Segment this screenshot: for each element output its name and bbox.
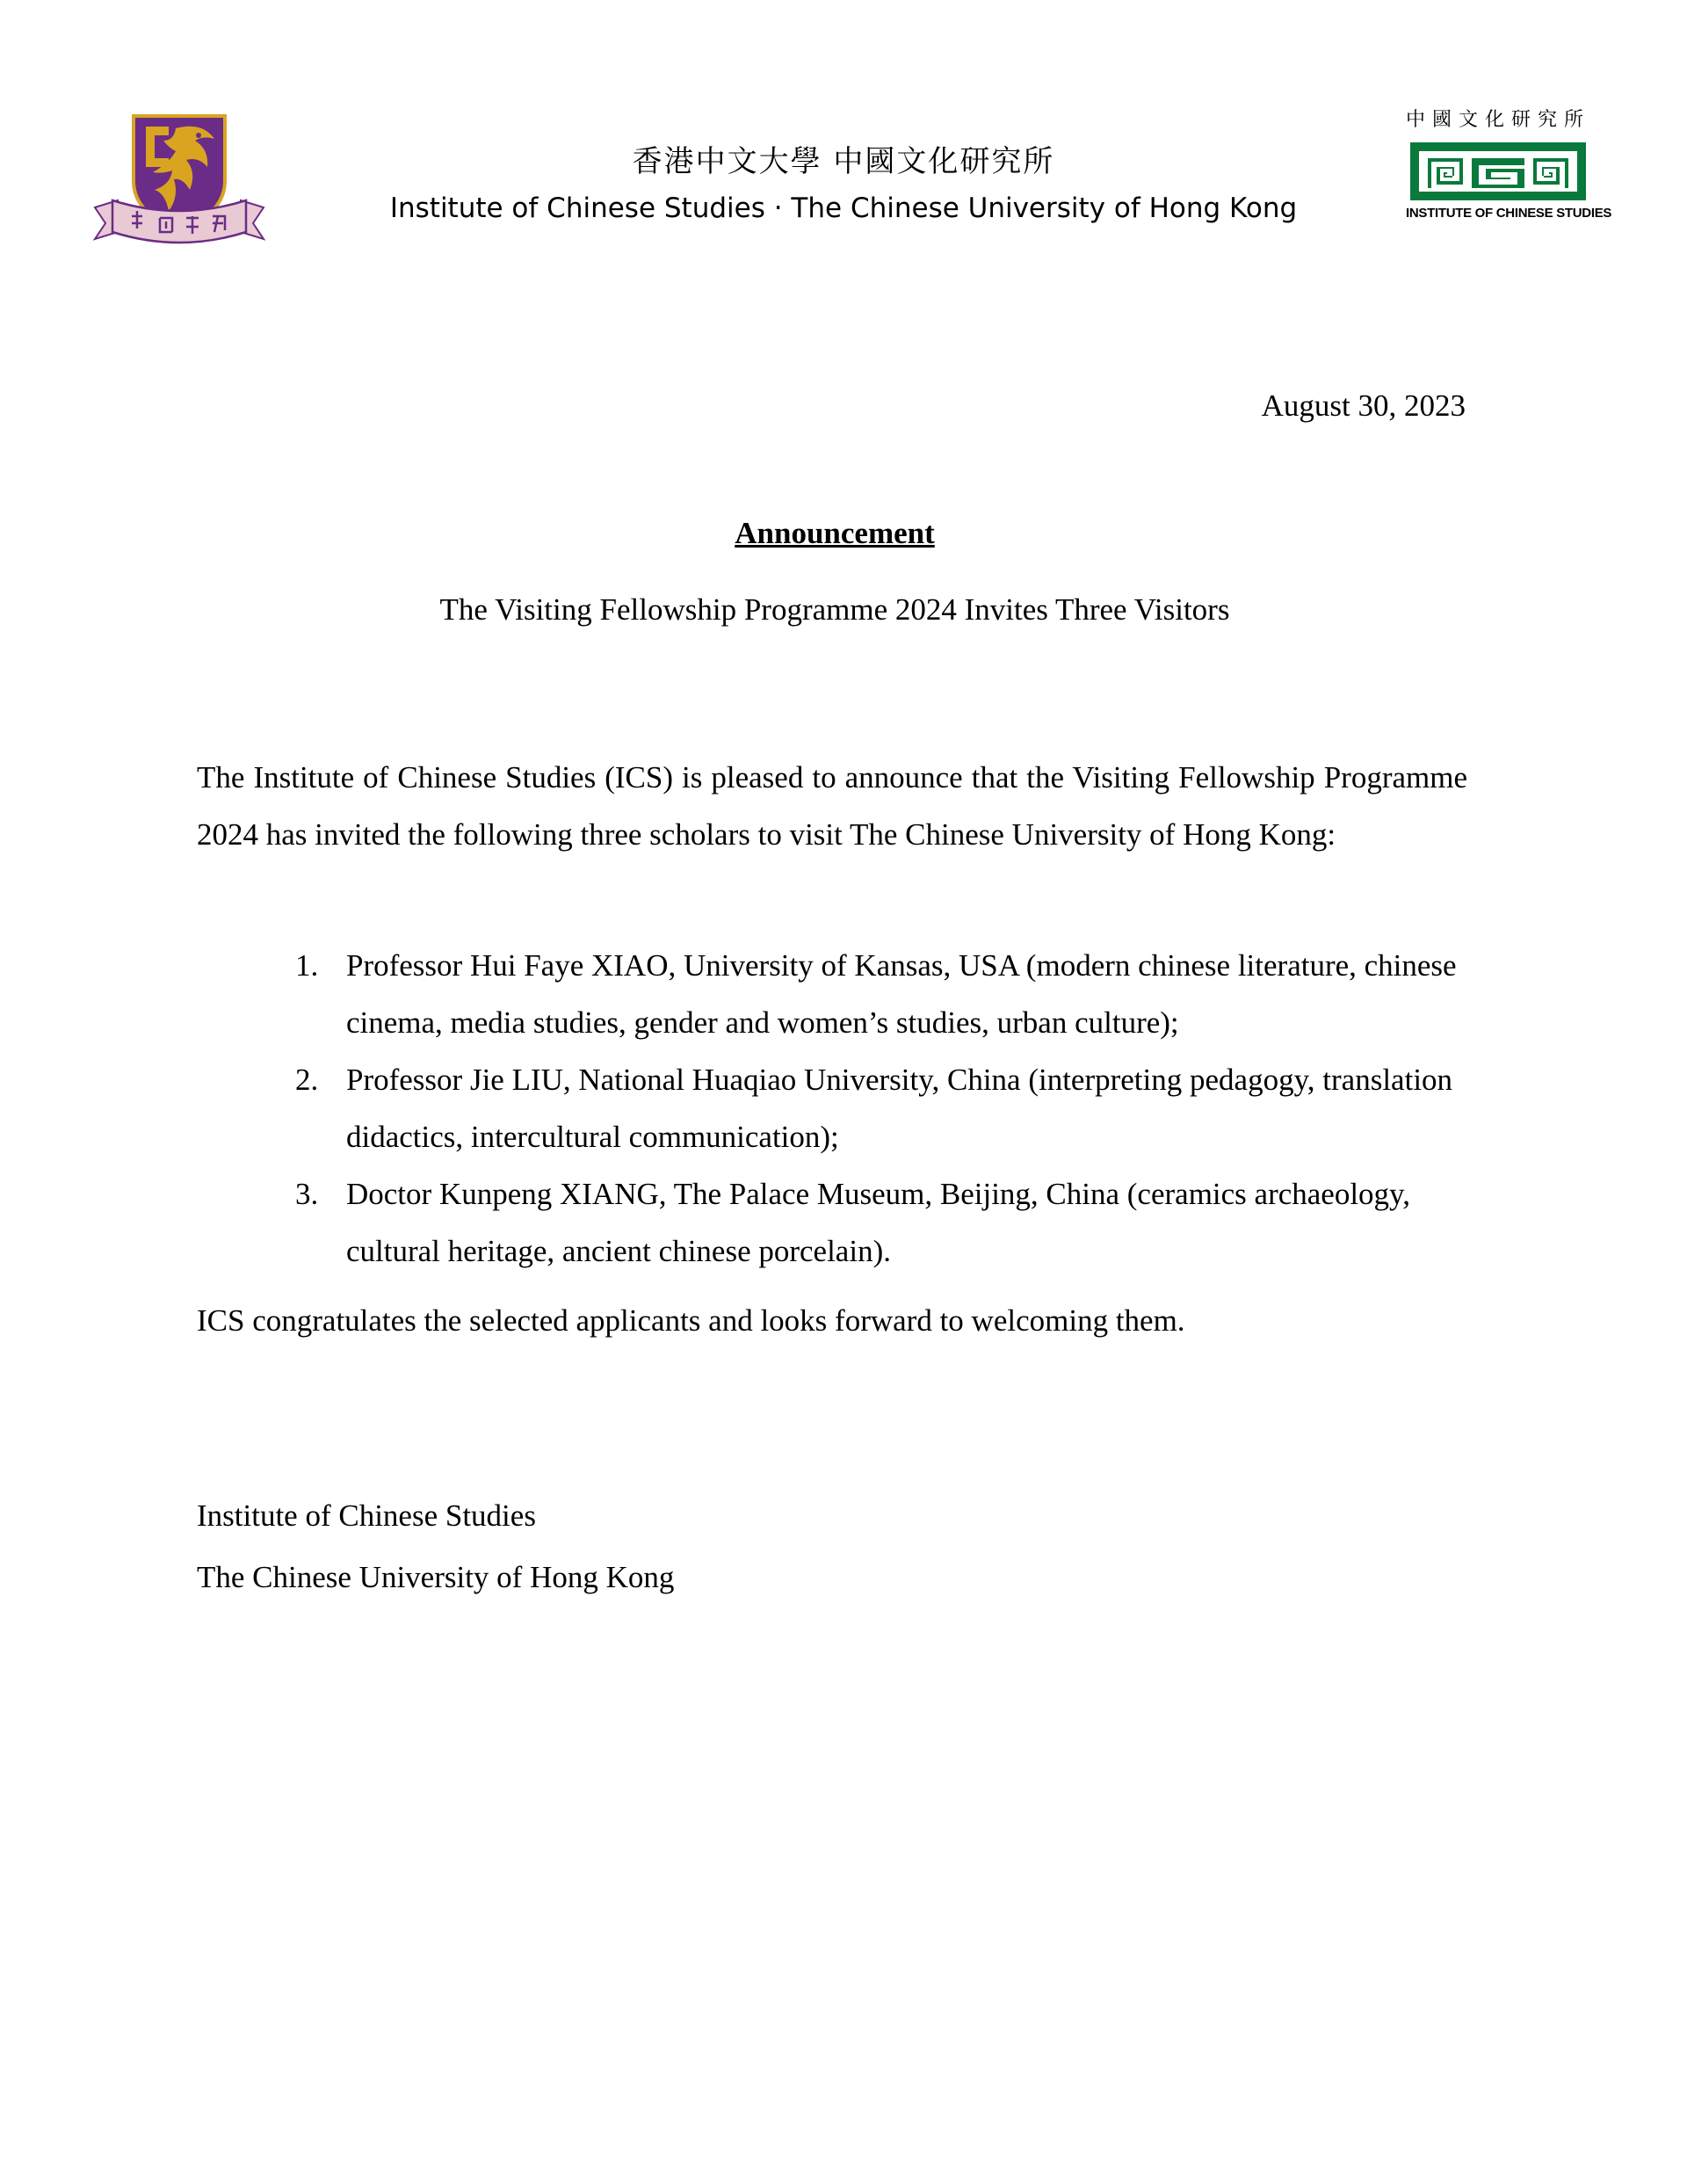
closing-paragraph: ICS congratulates the selected applicants and looks forward to welcoming them.	[197, 1303, 1185, 1338]
list-item-number: 2.	[295, 1063, 319, 1097]
announcement-heading: Announcement	[735, 516, 935, 550]
letter-date: August 30, 2023	[1261, 388, 1466, 423]
list-item-number: 1.	[295, 948, 319, 983]
signature-line-institute: Institute of Chinese Studies	[197, 1498, 536, 1533]
ics-logo	[1406, 107, 1612, 230]
announcement-subtitle: The Visiting Fellowship Programme 2024 Invites Three Visitors	[439, 592, 1230, 627]
ics-logo-english-text: INSTITUTE OF CHINESE STUDIES	[1406, 206, 1612, 221]
list-item-text: Professor Jie LIU, National Huaqiao University, China (interpreting pedagogy, translation didactics, intercultural communication);	[346, 1063, 1453, 1154]
signature-block	[197, 1485, 674, 1608]
list-item	[197, 1165, 1467, 1280]
cuhk-crest-icon	[91, 109, 267, 254]
list-item	[197, 1051, 1467, 1165]
list-item-text: Professor Hui Faye XIAO, University of Kansas, USA (modern chinese literature, chinese cinema, media studies, gender and women’s studies, urban culture);	[346, 948, 1457, 1040]
list-item-number: 3.	[295, 1177, 319, 1211]
letterhead-chinese-title: 香港中文大學 中國文化研究所	[632, 144, 1055, 179]
ics-logo-chinese-text: 中國文化研究所	[1406, 109, 1591, 131]
signature-line-university: The Chinese University of Hong Kong	[197, 1560, 675, 1594]
intro-paragraph: The Institute of Chinese Studies (ICS) is pleased to announce that the Visiting Fellowship Programme 2024 has invited the following three scholars to visit The Chinese University of Hong Kong:	[197, 760, 1467, 852]
letterhead-titles	[369, 141, 1318, 229]
ics-meander-icon	[1410, 142, 1586, 200]
scholar-list	[197, 937, 1467, 1280]
letterhead-english-title: Institute of Chinese Studies · The Chinese University of Hong Kong	[389, 192, 1298, 224]
list-item	[197, 937, 1467, 1051]
list-item-text: Doctor Kunpeng XIANG, The Palace Museum, Beijing, China (ceramics archaeology, cultural heritage, ancient chinese porcelain).	[346, 1177, 1411, 1268]
